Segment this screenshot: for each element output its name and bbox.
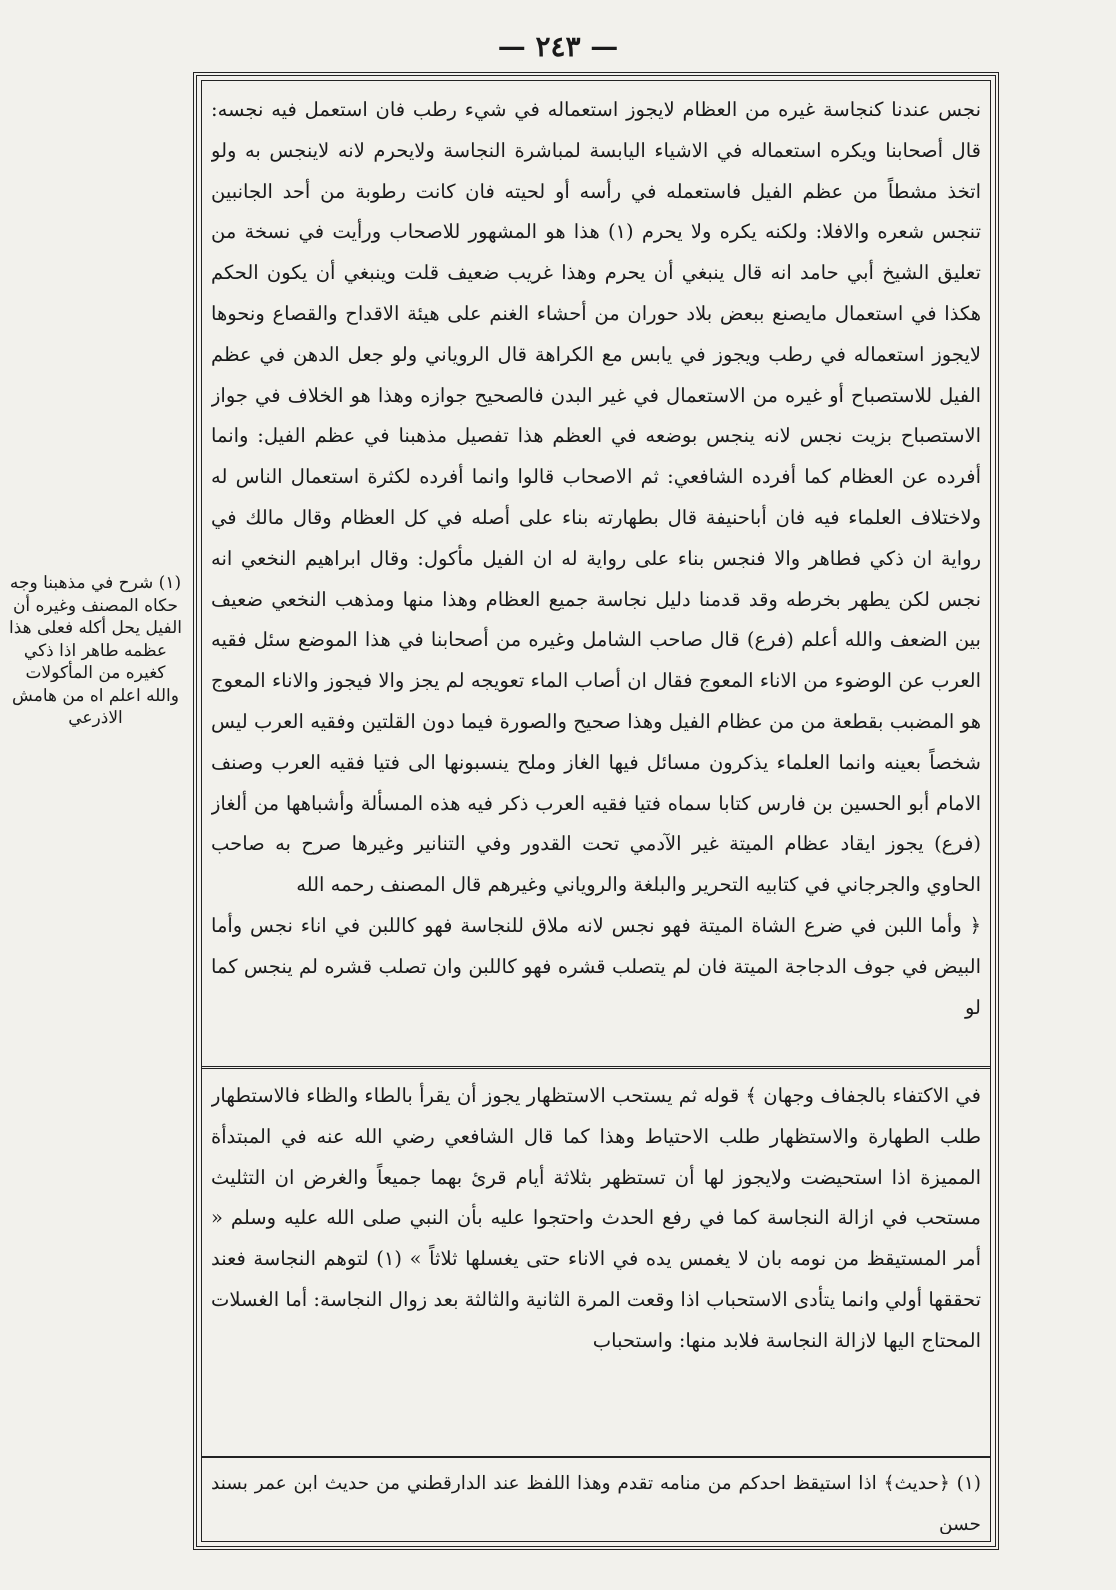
- footnote-divider: [201, 1456, 991, 1458]
- margin-note: (١) شرح في مذهبنا وجه حكاه المصنف وغيره أن الفيل يحل أكله فعلى هذا عظمه طاهر اذا ذكي كغيره من المأكولات والله اعلم اه من هامش الاذرعي: [9, 573, 182, 728]
- main-text-paragraph: ﴿ وأما اللبن في ضرع الشاة الميتة فهو نجس لانه ملاق للنجاسة فهو كاللبن في اناء نجس وأما البيض في جوف الدجاجة الميتة فان لم يتصلب قشره فهو كاللبن وان تصلب قشره لم ينجس كما لو: [211, 913, 981, 1019]
- footnote: [211, 1464, 981, 1534]
- main-text-paragraph: نجس عندنا كنجاسة غيره من العظام لايجوز استعماله في شيء رطب فان استعمل فيه نجسه: قال أصحابنا ويكره استعماله في الاشياء اليابسة لمباشرة النجاسة ولايحرم لانه لاينجس به ولو اتخذ مشطاً من عظم الفيل فاستعمله في رأسه أو لحيته فان كانت رطوبة من أحد الجانبين تنجس شعره والافلا: ولكنه يكره ولا يحرم (١) هذا هو المشهور للاصحاب ورأيت في نسخة من تعليق الشيخ أبي حامد انه قال ينبغي أن يحرم وهذا غريب ضعيف قلت وينبغي أن يكون الحكم هكذا في استعمال مايصنع ببعض بلاد حوران من أحشاء الغنم على هيئة الاقداح والقصاع ونحوها لايجوز استعماله في رطب ويجوز في يابس مع الكراهة قال الروياني ولو جعل الدهن في عظم الفيل للاستصباح أو غيره من الاستعمال في غير البدن فالصحيح جوازه وهذا هو الخلاف في جواز الاستصباح بزيت نجس لانه ينجس بوضعه في العظم هذا تفصيل مذهبنا في عظم الفيل: وانما أفرده عن العظام كما أفرده الشافعي: ثم الاصحاب قالوا وانما أفرده لكثرة استعمال الناس له ولاختلاف العلماء فيه فان أباحنيفة قال بطهارته بناء على أصله في كل العظام وقال مالك في رواية ان ذكي فطاهر والا فنجس بناء على رواية له ان الفيل مأكول: وقال ابراهيم النخعي انه نجس لكن يطهر بخرطه وقد قدمنا دليل نجاسة جميع العظام وهذا منها ومذهب النخعي ضعيف بين الضعف والله أعلم (فرع) قال صاحب الشامل وغيره من أصحابنا في هذا الموضع سئل فقيه العرب عن الوضوء من الاناء المعوج فقال ان أصاب الماء تعويجه لم يجز والا فيجوز والاناء المعوج هو المضبب بقطعة من من عظام الفيل وهذا صحيح والصورة فيما دون القلتين وفقيه العرب ليس شخصاً بعينه وانما العلماء يذكرون مسائل فيها الغاز وملح ينسبونها الى فتيا فقيه العرب وصنف الامام أبو الحسين بن فارس كتابا سماه فتيا فقيه العرب ذكر فيه هذه المسألة وأشباهها من ألغاز (فرع) يجوز ايقاد عظام الميتة غير الآدمي تحت القدور وفي التنانير وغيرها صرح به صاحب الحاوي والجرجاني في كتابيه التحرير والبلغة والروياني وغيرهم قال المصنف رحمه الله: [211, 98, 981, 897]
- page-number: — ٢٤٣ —: [497, 30, 619, 63]
- section-divider: [201, 1066, 991, 1069]
- footnote-paragraph: (١) ﴿حديث﴾ اذا استيقظ احدكم من منامه تقدم وهذا اللفظ عند الدارقطني من حديث ابن عمر بسند حسن: [211, 1473, 981, 1534]
- main-text: [211, 90, 981, 1055]
- commentary-text: [211, 1076, 981, 1446]
- page-frame: [193, 72, 999, 1550]
- commentary-paragraph: في الاكتفاء بالجفاف وجهان ﴾ قوله ثم يستحب الاستظهار يجوز أن يقرأ بالطاء والظاء فالاستطهار طلب الطهارة والاستظهار طلب الاحتياط وهذا كما قال الشافعي رضي الله عنه في المبتدأة المميزة اذا استحيضت ولايجوز لها أن تستظهر بثلاثة أيام قرئ بهما جميعاً والغرض ان التثليث مستحب في ازالة النجاسة كما في رفع الحدث واحتجوا عليه بأن النبي صلى الله عليه وسلم « أمر المستيقظ من نومه بان لا يغمس يده في الاناء حتى يغسلها ثلاثاً » (١) لتوهم النجاسة فعند تحققها أولي وانما يتأدى الاستحباب اذا وقعت المرة الثانية والثالثة بعد زوال النجاسة: أما الغسلات المحتاج اليها لازالة النجاسة فلابد منها: واستحباب: [211, 1084, 981, 1352]
